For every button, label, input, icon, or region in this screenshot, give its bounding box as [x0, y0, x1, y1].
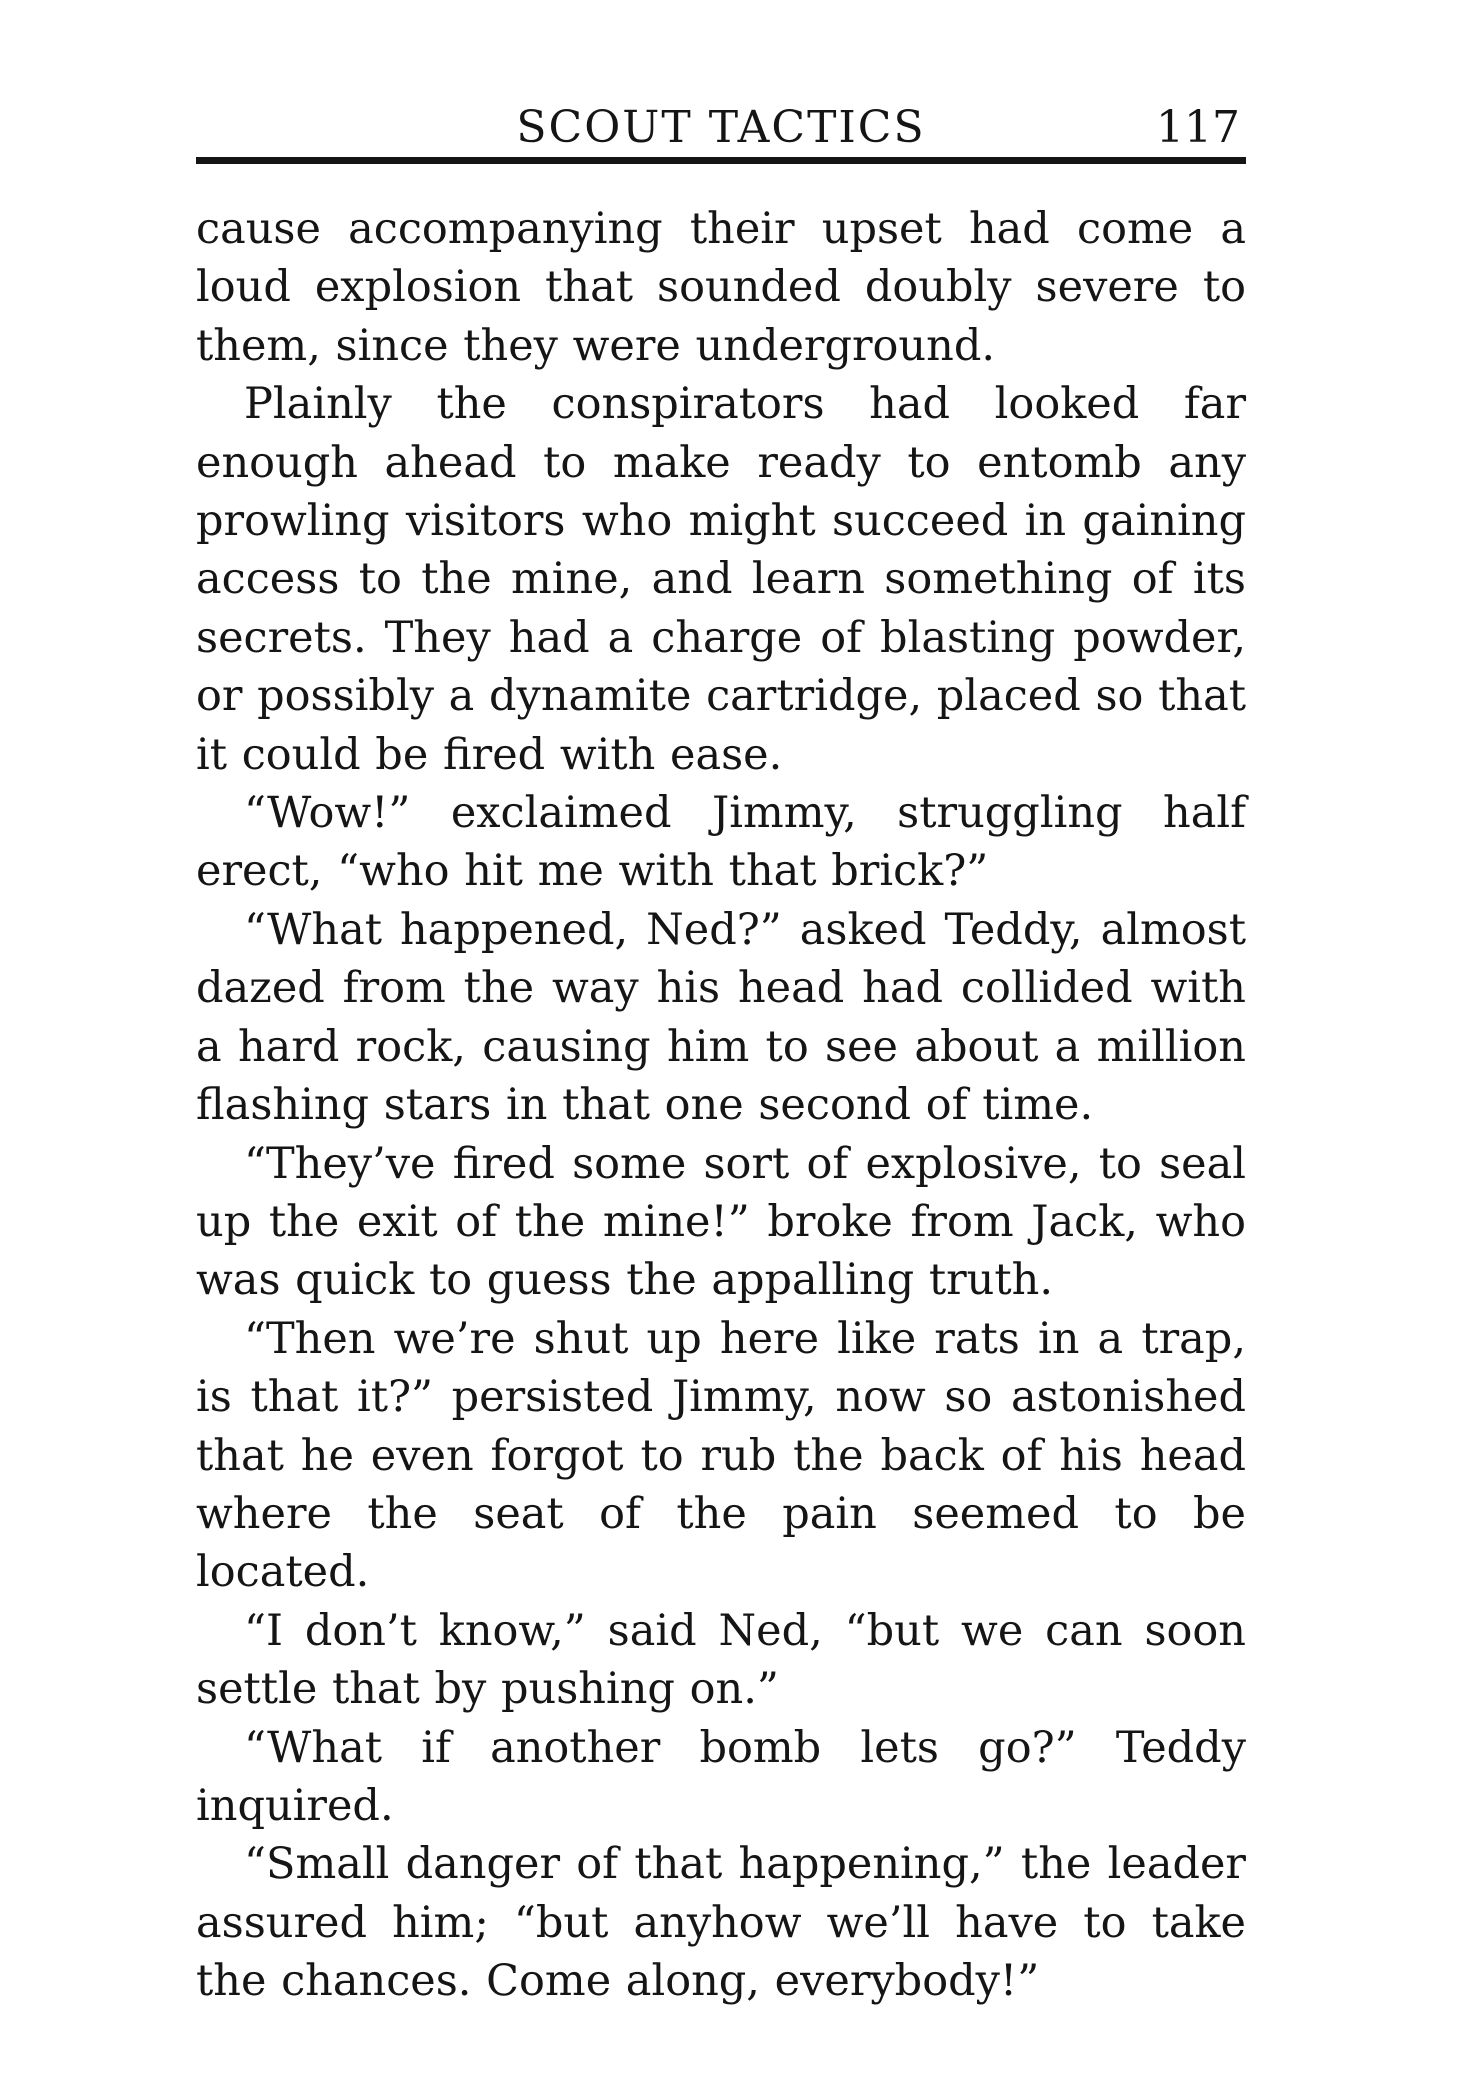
body-text	[196, 200, 1246, 2011]
page-number: 117	[1156, 102, 1240, 153]
paragraph: “Small danger of that happening,” the leader assured him; “but anyhow we’ll have to take the chances. Come along, everybody!”	[196, 1839, 1246, 2007]
paragraph: Plainly the conspirators had looked far enough ahead to make ready to entomb any prowling visitors who might succeed in gaining access to the mine, and learn something of its secrets. They had a charge of blasting powder, or possibly a dynamite cartridge, placed so that it could be fired with ease.	[196, 379, 1246, 780]
paragraph: “What happened, Ned?” asked Teddy, almost dazed from the way his head had collided with a hard rock, causing him to see about a million flashing stars in that one second of time.	[196, 904, 1246, 1131]
paragraph-continuation: cause accompanying their upset had come a loud explosion that sounded doubly severe to them, since they were underground.	[196, 204, 1246, 371]
header-rule	[196, 157, 1246, 164]
running-title: SCOUT TACTICS	[516, 102, 926, 153]
paragraph: “I don’t know,” said Ned, “but we can soon settle that by pushing on.”	[196, 1605, 1246, 1715]
paragraph: “What if another bomb lets go?” Teddy inquired.	[196, 1722, 1246, 1831]
paragraph: “Wow!” exclaimed Jimmy, struggling half erect, “who hit me with that brick?”	[196, 788, 1246, 897]
running-head	[196, 98, 1246, 160]
paragraph: “Then we’re shut up here like rats in a trap, is that it?” persisted Jimmy, now so astonished that he even forgot to rub the back of his head where the seat of the pain seemed to be located.	[196, 1313, 1246, 1598]
paragraph: “They’ve fired some sort of explosive, to seal up the exit of the mine!” broke from Jack, who was quick to guess the appalling truth.	[196, 1138, 1246, 1306]
